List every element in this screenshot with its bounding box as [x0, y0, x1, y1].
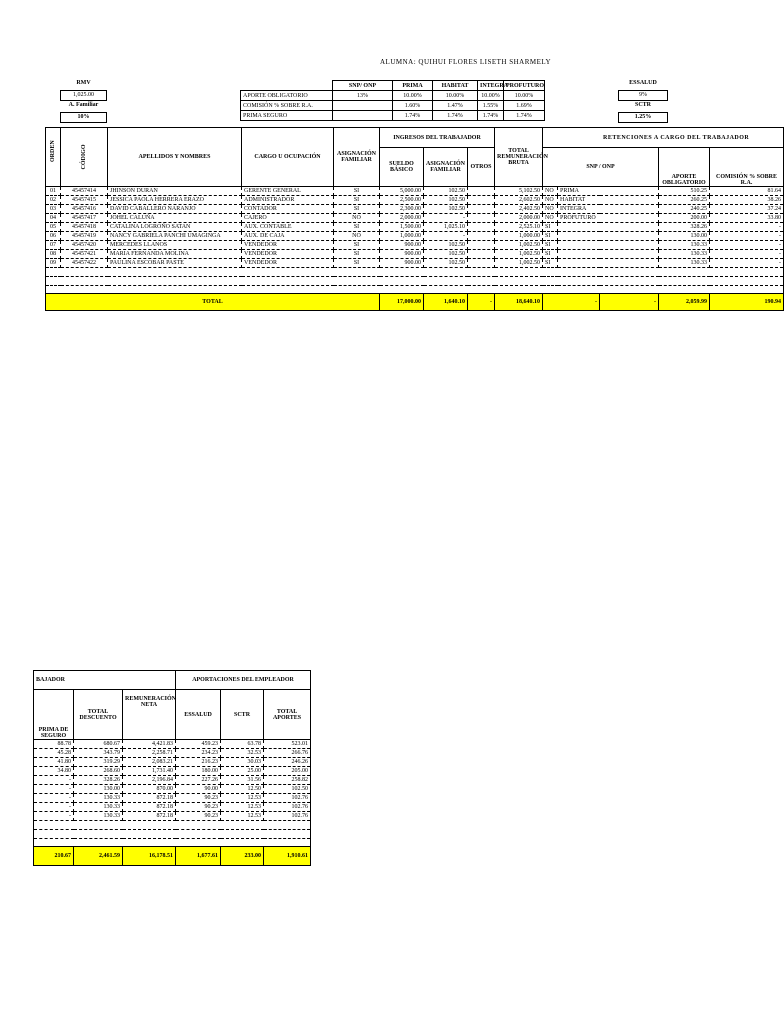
row-nombre[interactable]: JHINSON DURAN: [108, 187, 242, 196]
row-sctr[interactable]: 63.78: [221, 740, 264, 749]
lower-total-neta: 16,178.51: [123, 847, 176, 866]
row-codigo[interactable]: 45457416: [61, 205, 108, 214]
row-rem-neta[interactable]: 872.18: [123, 794, 176, 803]
table-row: [46, 250, 784, 259]
row-nombre[interactable]: CATALINA LOGROÑO SATAN: [108, 223, 242, 232]
table-row: [46, 223, 784, 232]
row-otros[interactable]: [468, 214, 495, 223]
row-comision[interactable]: -: [710, 232, 784, 241]
row-sctr[interactable]: 12.53: [221, 803, 264, 812]
row-descuento[interactable]: 130.00: [74, 785, 123, 794]
table-row: [34, 749, 311, 758]
row-aporte[interactable]: 130.33: [659, 250, 710, 259]
row-total[interactable]: 2,602.50: [495, 196, 543, 205]
row-orden[interactable]: 03: [46, 205, 61, 214]
row-essalud[interactable]: 90.23: [176, 812, 221, 821]
row-sueldo[interactable]: 2,000.00: [380, 214, 424, 223]
row-sctr[interactable]: 12.53: [221, 794, 264, 803]
col-snp: SNP / ONP: [543, 148, 659, 187]
row-prima[interactable]: -: [34, 794, 74, 803]
row-rem-neta[interactable]: 1,731.40: [123, 767, 176, 776]
row-total-aportes[interactable]: 102.76: [264, 812, 311, 821]
row-rem-neta[interactable]: 2,083.21: [123, 758, 176, 767]
row-sueldo[interactable]: 5,000.00: [380, 187, 424, 196]
row-asig-fam[interactable]: 102.50: [424, 205, 468, 214]
row-prima[interactable]: 88.78: [34, 740, 74, 749]
row-essalud[interactable]: 216.23: [176, 758, 221, 767]
row-comision[interactable]: -: [710, 250, 784, 259]
row-descuento[interactable]: 130.33: [74, 812, 123, 821]
col-cargo: CARGO U OCUPACIÓN: [242, 128, 334, 187]
row-descuento[interactable]: 680.67: [74, 740, 123, 749]
total-comision: 190.94: [710, 294, 784, 311]
row-snp[interactable]: SI: [543, 250, 558, 259]
row-cargo[interactable]: CAJERO: [242, 214, 334, 223]
row-snp[interactable]: SI: [543, 223, 558, 232]
essalud-value[interactable]: 9%: [618, 90, 668, 101]
row-asig-fam[interactable]: -: [424, 232, 468, 241]
afp-cell[interactable]: 13%: [333, 91, 393, 101]
table-row: [46, 205, 784, 214]
row-asig-fam[interactable]: 102.50: [424, 196, 468, 205]
row-sctr[interactable]: 12.53: [221, 812, 264, 821]
row-cargo[interactable]: VENDEDOR: [242, 241, 334, 250]
row-afp[interactable]: [558, 241, 659, 250]
col-sctr: SCTR: [221, 690, 264, 740]
row-sueldo[interactable]: 1,000.00: [380, 232, 424, 241]
row-total[interactable]: 2,402.50: [495, 205, 543, 214]
afp-header: HABITAT: [433, 81, 478, 91]
row-otros[interactable]: [468, 187, 495, 196]
row-otros[interactable]: [468, 205, 495, 214]
col-asig-fam: ASIGNACIÓN FAMILIAR: [424, 148, 468, 187]
table-row: [46, 259, 784, 268]
row-snp[interactable]: SI: [543, 241, 558, 250]
col-sueldo: SUELDO BÁSICO: [380, 148, 424, 187]
row-asignacion[interactable]: NO: [334, 232, 380, 241]
table-row: [34, 758, 311, 767]
row-total-aportes[interactable]: 102.50: [264, 785, 311, 794]
row-asig-fam[interactable]: -: [424, 214, 468, 223]
table-row: [46, 232, 784, 241]
afp-cell[interactable]: 1.74%: [478, 111, 504, 121]
table-row: [34, 794, 311, 803]
row-snp[interactable]: NO: [543, 214, 558, 223]
afp-header: INTEGRA: [478, 81, 504, 91]
col-prima-seguro: PRIMA DE SEGURO: [34, 690, 74, 740]
row-comision[interactable]: -: [710, 259, 784, 268]
row-essalud[interactable]: 459.23: [176, 740, 221, 749]
row-codigo[interactable]: 45457421: [61, 250, 108, 259]
row-sctr[interactable]: 32.53: [221, 749, 264, 758]
col-orden: ORDEN: [50, 140, 56, 162]
row-essalud[interactable]: 90.23: [176, 803, 221, 812]
row-total[interactable]: 2,525.10: [495, 223, 543, 232]
row-otros[interactable]: [468, 196, 495, 205]
afp-row-label: APORTE OBLIGATORIO: [241, 91, 333, 101]
row-total-aportes[interactable]: 258.82: [264, 776, 311, 785]
col-total-remuneracion: TOTAL REMUNERACIÓN BRUTA: [495, 128, 543, 187]
row-afp[interactable]: PRIMA: [558, 187, 659, 196]
group-aportaciones: APORTACIONES DEL EMPLEADOR: [176, 671, 311, 690]
payroll-table: [45, 127, 784, 311]
employer-contributions-table: [33, 670, 311, 866]
row-orden[interactable]: 01: [46, 187, 61, 196]
row-descuento[interactable]: 319.29: [74, 758, 123, 767]
afam-value[interactable]: 10%: [60, 112, 107, 123]
afp-cell[interactable]: 10.00%: [478, 91, 504, 101]
table-row: [34, 785, 311, 794]
row-essalud[interactable]: 90.00: [176, 785, 221, 794]
row-prima[interactable]: 45.28: [34, 749, 74, 758]
total-asig-fam: 1,640.10: [424, 294, 468, 311]
table-row: [46, 196, 784, 205]
afp-cell[interactable]: 1.74%: [393, 111, 433, 121]
row-aporte[interactable]: 200.00: [659, 214, 710, 223]
table-row: [34, 740, 311, 749]
row-sctr[interactable]: 30.03: [221, 758, 264, 767]
row-nombre[interactable]: DAVID CABALLERO NARANJO: [108, 205, 242, 214]
row-asignacion[interactable]: NO: [334, 214, 380, 223]
row-total-aportes[interactable]: 523.01: [264, 740, 311, 749]
row-otros[interactable]: [468, 250, 495, 259]
col-essalud: ESSALUD: [176, 690, 221, 740]
row-aporte[interactable]: 510.25: [659, 187, 710, 196]
total-otros: -: [468, 294, 495, 311]
row-nombre[interactable]: MERCEDES LLANOS: [108, 241, 242, 250]
row-asignacion[interactable]: SI: [334, 223, 380, 232]
row-orden[interactable]: 07: [46, 241, 61, 250]
sctr-value[interactable]: 1.25%: [618, 112, 668, 123]
row-descuento[interactable]: 343.79: [74, 749, 123, 758]
row-asig-fam[interactable]: 102.50: [424, 241, 468, 250]
lower-total-essalud: 1,677.61: [176, 847, 221, 866]
row-cargo[interactable]: VENDEDOR: [242, 259, 334, 268]
afam-label: A. Familiar: [68, 102, 99, 108]
row-sctr[interactable]: 25.00: [221, 767, 264, 776]
row-asignacion[interactable]: SI: [334, 187, 380, 196]
row-nombre[interactable]: JESSICA PAOLA HERRERA ERAZO: [108, 196, 242, 205]
row-comision[interactable]: -: [710, 223, 784, 232]
row-prima[interactable]: -: [34, 785, 74, 794]
row-prima[interactable]: -: [34, 776, 74, 785]
col-asignacion: ASIGNACIÓN FAMILIAR: [334, 128, 380, 187]
row-afp[interactable]: PROFUTURO: [558, 214, 659, 223]
row-cargo[interactable]: VENDEDOR: [242, 250, 334, 259]
row-comision[interactable]: 38.26: [710, 196, 784, 205]
row-total[interactable]: 2,000.00: [495, 214, 543, 223]
col-nombres: APELLIDOS Y NOMBRES: [108, 128, 242, 187]
row-essalud[interactable]: 180.00: [176, 767, 221, 776]
row-orden[interactable]: 08: [46, 250, 61, 259]
row-prima[interactable]: 34.80: [34, 767, 74, 776]
row-snp[interactable]: NO: [543, 205, 558, 214]
row-cargo[interactable]: AUX. CONTABLE: [242, 223, 334, 232]
row-snp[interactable]: NO: [543, 196, 558, 205]
row-prima[interactable]: -: [34, 812, 74, 821]
row-codigo[interactable]: 45457420: [61, 241, 108, 250]
row-asig-fam[interactable]: 1,025.10: [424, 223, 468, 232]
row-asig-fam[interactable]: 102.50: [424, 187, 468, 196]
afp-cell[interactable]: 10.00%: [433, 91, 478, 101]
lower-total-sctr: 233.00: [221, 847, 264, 866]
afp-cell[interactable]: 10.00%: [393, 91, 433, 101]
row-orden[interactable]: 06: [46, 232, 61, 241]
total-label: TOTAL: [46, 294, 380, 311]
row-total-aportes[interactable]: 102.76: [264, 794, 311, 803]
afp-cell[interactable]: 1.55%: [478, 101, 504, 111]
afp-cell[interactable]: 1.47%: [433, 101, 478, 111]
row-afp[interactable]: [558, 259, 659, 268]
rmv-label: RMV: [76, 80, 91, 86]
row-comision[interactable]: 33.80: [710, 214, 784, 223]
row-rem-neta[interactable]: 2,196.84: [123, 776, 176, 785]
row-afp[interactable]: [558, 232, 659, 241]
row-asignacion[interactable]: SI: [334, 241, 380, 250]
table-row: [34, 776, 311, 785]
row-total[interactable]: 1,002.50: [495, 241, 543, 250]
afp-header: PROFUTURO: [504, 81, 545, 91]
row-comision[interactable]: 37.24: [710, 205, 784, 214]
group-ingresos: INGRESOS DEL TRABAJADOR: [380, 128, 495, 148]
table-row: [46, 214, 784, 223]
row-codigo[interactable]: 45457419: [61, 232, 108, 241]
sctr-label: SCTR: [634, 102, 651, 108]
lower-total-prima: 210.67: [34, 847, 74, 866]
row-rem-neta[interactable]: 870.00: [123, 785, 176, 794]
row-asignacion[interactable]: SI: [334, 259, 380, 268]
row-total-aportes[interactable]: 246.26: [264, 758, 311, 767]
row-aporte[interactable]: 328.26: [659, 223, 710, 232]
page-title: ALUMNA: QUIHUI FLORES LISETH SHARMELY: [380, 58, 552, 66]
lower-total-descuento: 2,461.59: [74, 847, 123, 866]
total-remuneracion: 18,640.10: [495, 294, 543, 311]
row-asignacion[interactable]: SI: [334, 196, 380, 205]
essalud-label: ESSALUD: [629, 80, 657, 86]
afp-cell[interactable]: 1.60%: [393, 101, 433, 111]
row-descuento[interactable]: 130.33: [74, 803, 123, 812]
row-otros[interactable]: [468, 259, 495, 268]
afp-cell[interactable]: 1.74%: [504, 111, 545, 121]
col-aporte: APORTE OBLIGATORIO: [659, 148, 710, 187]
row-cargo[interactable]: ADMINISTRADOR: [242, 196, 334, 205]
col-codigo: CÓDIGO: [81, 144, 87, 170]
afp-cell[interactable]: 1.74%: [433, 111, 478, 121]
row-sueldo[interactable]: 900.00: [380, 250, 424, 259]
afp-cell[interactable]: [333, 111, 393, 121]
row-afp[interactable]: [558, 223, 659, 232]
row-aporte[interactable]: 130.33: [659, 241, 710, 250]
table-row: [34, 767, 311, 776]
afp-header: SNP/ ONP: [333, 81, 393, 91]
row-otros[interactable]: [468, 223, 495, 232]
table-row: [34, 803, 311, 812]
row-comision[interactable]: 81.64: [710, 187, 784, 196]
row-asig-fam[interactable]: 102.50: [424, 250, 468, 259]
col-otros: OTROS: [468, 148, 495, 187]
lower-total-aportes: 1,910.61: [264, 847, 311, 866]
group-retenciones: RETENCIONES A CARGO DEL TRABAJADOR: [543, 128, 784, 148]
col-total-aportes: TOTAL APORTES: [264, 690, 311, 740]
row-sueldo[interactable]: 2,300.00: [380, 205, 424, 214]
row-total[interactable]: 1,002.50: [495, 250, 543, 259]
row-total[interactable]: 1,000.00: [495, 232, 543, 241]
row-aporte[interactable]: 130.00: [659, 232, 710, 241]
row-total[interactable]: 1,002.50: [495, 259, 543, 268]
row-aporte[interactable]: 130.33: [659, 259, 710, 268]
row-cargo[interactable]: AUX. DE CAJA: [242, 232, 334, 241]
row-comision[interactable]: -: [710, 241, 784, 250]
row-total-aportes[interactable]: 102.76: [264, 803, 311, 812]
row-sueldo[interactable]: 900.00: [380, 241, 424, 250]
row-codigo[interactable]: 45457415: [61, 196, 108, 205]
row-nombre[interactable]: MARIA FERNANDA MOLINA: [108, 250, 242, 259]
row-total-aportes[interactable]: 266.76: [264, 749, 311, 758]
row-cargo[interactable]: GERENTE GENERAL: [242, 187, 334, 196]
row-cargo[interactable]: CONTADOR: [242, 205, 334, 214]
row-asig-fam[interactable]: 102.50: [424, 259, 468, 268]
group-trabajador-tail: BAJADOR: [34, 671, 176, 690]
afp-cell[interactable]: 1.69%: [504, 101, 545, 111]
row-rem-neta[interactable]: 2,258.71: [123, 749, 176, 758]
row-sueldo[interactable]: 1,500.00: [380, 223, 424, 232]
afp-header: PRIMA: [393, 81, 433, 91]
rmv-value[interactable]: 1,025.00: [60, 90, 107, 101]
row-nombre[interactable]: NANCY GABRIELA PANCHI UMAGINGA: [108, 232, 242, 241]
row-snp[interactable]: SI: [543, 259, 558, 268]
afp-params-table: [240, 80, 545, 121]
row-asignacion[interactable]: SI: [334, 250, 380, 259]
row-rem-neta[interactable]: 4,421.83: [123, 740, 176, 749]
row-essalud[interactable]: 90.23: [176, 794, 221, 803]
row-essalud[interactable]: 234.23: [176, 749, 221, 758]
row-otros[interactable]: [468, 232, 495, 241]
row-codigo[interactable]: 45457417: [61, 214, 108, 223]
row-codigo[interactable]: 45457418: [61, 223, 108, 232]
table-row: [46, 187, 784, 196]
row-sctr[interactable]: 31.56: [221, 776, 264, 785]
row-sueldo[interactable]: 900.00: [380, 259, 424, 268]
col-rem-neta: REMUNERACIÓN NETA: [123, 690, 176, 740]
row-aporte[interactable]: 240.25: [659, 205, 710, 214]
row-essalud[interactable]: 227.26: [176, 776, 221, 785]
row-descuento[interactable]: 268.60: [74, 767, 123, 776]
row-orden[interactable]: 02: [46, 196, 61, 205]
total-aporte: 2,059.99: [659, 294, 710, 311]
afp-cell[interactable]: [333, 101, 393, 111]
row-snp[interactable]: SI: [543, 232, 558, 241]
row-afp[interactable]: INTEGRA: [558, 205, 659, 214]
row-codigo[interactable]: 45457422: [61, 259, 108, 268]
payroll-table-frame: [45, 127, 782, 343]
row-nombre[interactable]: PAULINA ESCOBAR PASTE: [108, 259, 242, 268]
row-orden[interactable]: 05: [46, 223, 61, 232]
row-total[interactable]: 5,102.50: [495, 187, 543, 196]
row-descuento[interactable]: 130.33: [74, 794, 123, 803]
total-snp: -: [543, 294, 600, 311]
afp-row-label: COMISIÓN % SOBRE R.A.: [241, 101, 333, 111]
row-snp[interactable]: NO: [543, 187, 558, 196]
row-asignacion[interactable]: SI: [334, 205, 380, 214]
row-total-aportes[interactable]: 205.00: [264, 767, 311, 776]
row-nombre[interactable]: JOHEL CALUÑA: [108, 214, 242, 223]
total-sueldo: 17,000.00: [380, 294, 424, 311]
row-descuento[interactable]: 328.26: [74, 776, 123, 785]
row-orden[interactable]: 09: [46, 259, 61, 268]
row-otros[interactable]: [468, 241, 495, 250]
row-prima[interactable]: -: [34, 803, 74, 812]
row-codigo[interactable]: 45457414: [61, 187, 108, 196]
row-rem-neta[interactable]: 872.18: [123, 803, 176, 812]
afp-cell[interactable]: 10.00%: [504, 91, 545, 101]
afp-row-label: PRIMA SEGURO: [241, 111, 333, 121]
table-row: [34, 812, 311, 821]
row-afp[interactable]: [558, 250, 659, 259]
col-total-descuento: TOTAL DESCUENTO: [74, 690, 123, 740]
total-afp: -: [600, 294, 659, 311]
table-row: [46, 241, 784, 250]
row-sctr[interactable]: 12.50: [221, 785, 264, 794]
row-prima[interactable]: 41.80: [34, 758, 74, 767]
row-sueldo[interactable]: 2,500.00: [380, 196, 424, 205]
row-aporte[interactable]: 260.25: [659, 196, 710, 205]
row-afp[interactable]: HABITAT: [558, 196, 659, 205]
row-rem-neta[interactable]: 872.18: [123, 812, 176, 821]
row-orden[interactable]: 04: [46, 214, 61, 223]
col-comision: COMISIÓN % SOBRE R.A.: [710, 148, 784, 187]
